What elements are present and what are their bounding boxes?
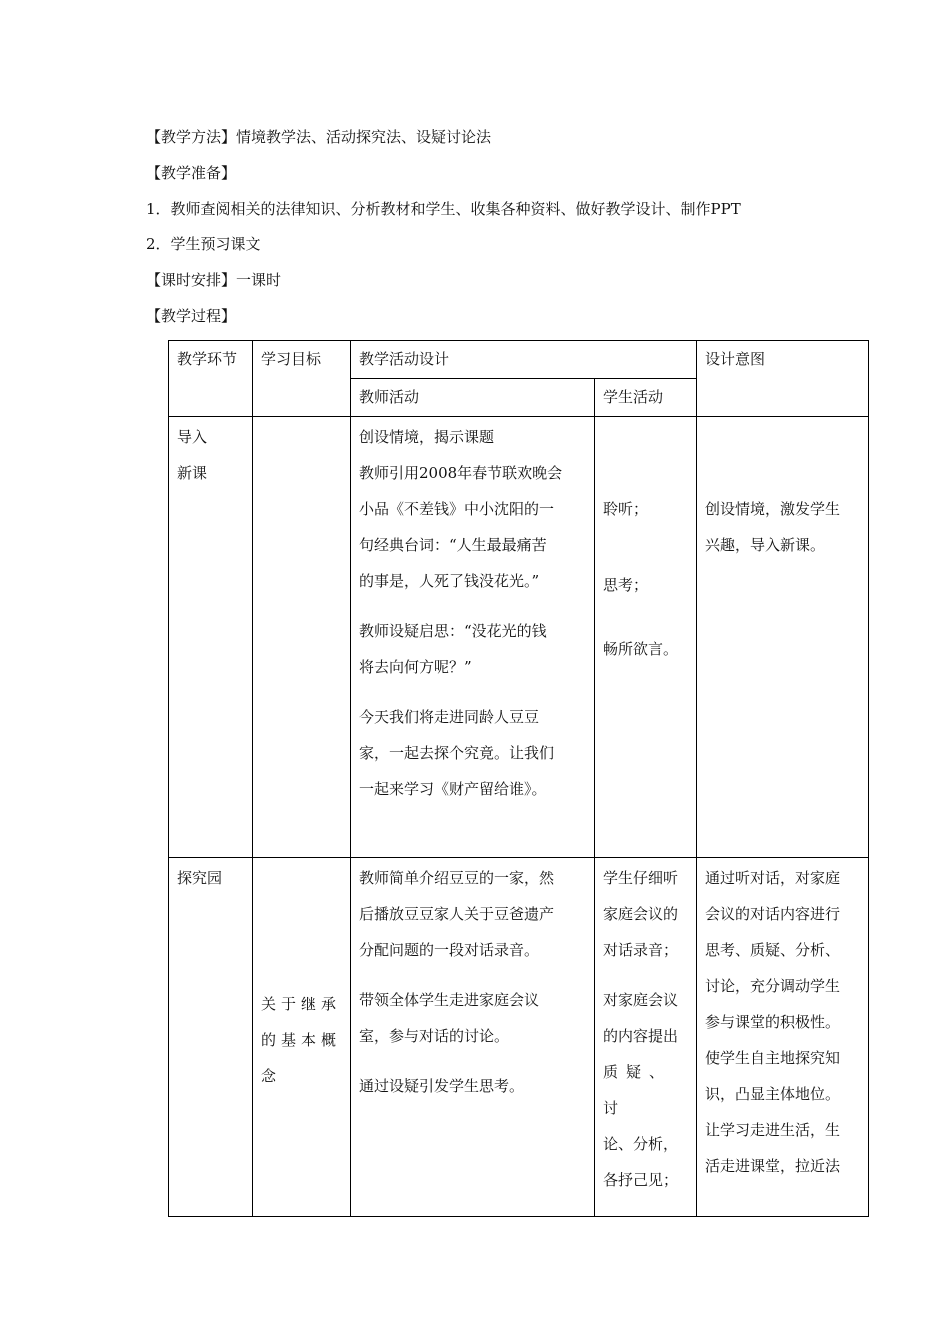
intent-line: 通过听对话，对家庭 — [705, 869, 841, 887]
header-activity-design: 教学活动设计 — [351, 341, 697, 379]
teacher-line: 教师引用2008年春节联欢晚会 — [359, 464, 563, 482]
lesson-plan-table — [168, 340, 869, 1217]
student-line: 学生仔细听 — [603, 869, 679, 887]
student-line: 聆听； — [603, 500, 649, 518]
teacher-line: 带领全体学生走进家庭会议 — [359, 991, 540, 1009]
teacher-line: 室，参与对话的讨论。 — [359, 1027, 510, 1045]
intent-line: 会议的对话内容进行 — [705, 905, 841, 923]
intent-line: 讨论，充分调动学生 — [705, 977, 841, 995]
intent-line: 创设情境，激发学生 — [705, 500, 841, 518]
goal-line: 关于继承 — [261, 995, 342, 1013]
teaching-prep-heading: 【教学准备】 — [146, 164, 237, 182]
table-row — [169, 858, 869, 1217]
teaching-prep-item-1: 1．教师查阅相关的法律知识、分析教材和学生、收集各种资料、做好教学设计、制作PPT — [146, 200, 741, 218]
teacher-line: 家，一起去探个究竟。让我们 — [359, 744, 555, 762]
teacher-line: 分配问题的一段对话录音。 — [359, 941, 540, 959]
student-line: 畅所欲言。 — [603, 640, 679, 658]
student-line: 质疑、讨 — [603, 1063, 673, 1117]
stage-cell — [169, 858, 253, 1217]
teacher-line: 将去向何方呢？” — [359, 658, 472, 676]
goal-cell — [253, 858, 351, 1217]
student-activity-cell — [595, 417, 697, 858]
teaching-method-line: 【教学方法】情境教学法、活动探究法、设疑讨论法 — [146, 128, 492, 146]
stage-cell — [169, 417, 253, 858]
intent-line: 参与课堂的积极性。 — [705, 1013, 841, 1031]
teaching-prep-item-2: 2．学生预习课文 — [146, 235, 261, 253]
teacher-line: 句经典台词：“人生最最痛苦 — [359, 536, 547, 554]
stage-line: 导入 — [177, 428, 208, 446]
goal-cell — [253, 417, 351, 858]
student-line: 的内容提出 — [603, 1027, 679, 1045]
student-line: 思考； — [603, 576, 649, 594]
header-intent: 设计意图 — [697, 341, 869, 417]
intent-line: 识，凸显主体地位。 — [705, 1085, 841, 1103]
goal-line: 的基本概 — [261, 1031, 342, 1049]
stage-line: 探究园 — [177, 869, 223, 887]
student-line: 对家庭会议 — [603, 991, 679, 1009]
teacher-line: 小品《不差钱》中小沈阳的一 — [359, 500, 555, 518]
teacher-line: 的事是，人死了钱没花光。” — [359, 572, 540, 590]
header-teacher-activity: 教师活动 — [351, 379, 595, 417]
teacher-line: 今天我们将走进同龄人豆豆 — [359, 708, 540, 726]
teacher-line: 教师设疑启思：“没花光的钱 — [359, 622, 547, 640]
intent-line: 让学习走进生活，生 — [705, 1121, 841, 1139]
header-student-activity: 学生活动 — [595, 379, 697, 417]
teacher-activity-cell — [351, 858, 595, 1217]
intent-cell — [697, 858, 869, 1217]
intent-line: 兴趣，导入新课。 — [705, 536, 826, 554]
table-row — [169, 417, 869, 858]
student-line: 家庭会议的 — [603, 905, 679, 923]
teacher-line: 创设情境，揭示课题 — [359, 428, 495, 446]
student-line: 对话录音； — [603, 941, 679, 959]
class-schedule-line: 【课时安排】一课时 — [146, 271, 282, 289]
teacher-line: 后播放豆豆家人关于豆爸遗产 — [359, 905, 555, 923]
teacher-activity-cell — [351, 417, 595, 858]
teacher-line: 通过设疑引发学生思考。 — [359, 1077, 525, 1095]
header-goal: 学习目标 — [253, 341, 351, 417]
teaching-process-heading: 【教学过程】 — [146, 307, 237, 325]
header-stage: 教学环节 — [169, 341, 253, 417]
student-line: 各抒己见； — [603, 1171, 679, 1189]
intent-line: 思考、质疑、分析、 — [705, 941, 841, 959]
stage-line: 新课 — [177, 464, 208, 482]
intent-cell — [697, 417, 869, 858]
teacher-line: 教师简单介绍豆豆的一家，然 — [359, 869, 555, 887]
intent-line: 活走进课堂，拉近法 — [705, 1157, 841, 1175]
intent-line: 使学生自主地探究知 — [705, 1049, 841, 1067]
teacher-line: 一起来学习《财产留给谁》。 — [359, 780, 547, 798]
student-activity-cell — [595, 858, 697, 1217]
student-line: 论、分析， — [603, 1135, 679, 1153]
goal-line: 念 — [261, 1067, 282, 1085]
